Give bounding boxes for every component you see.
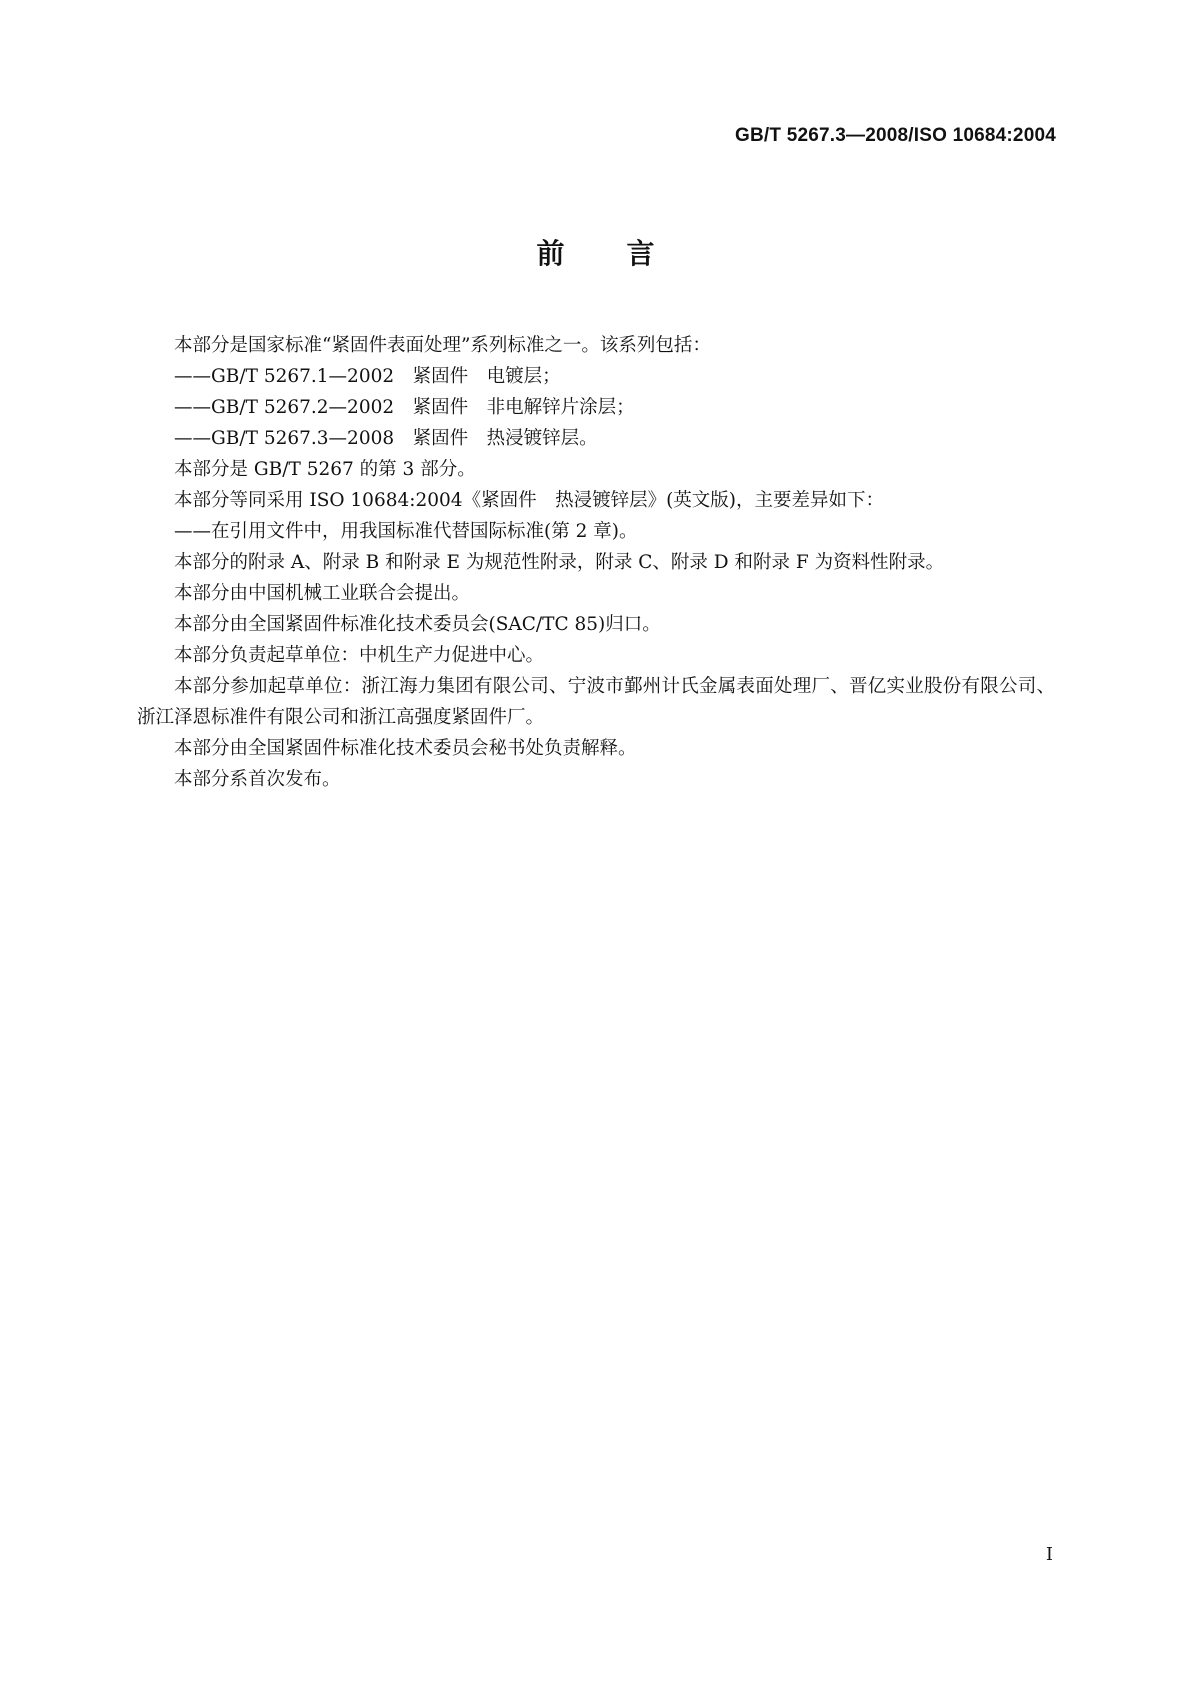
foreword-body (137, 330, 1055, 795)
list-item-part-2: ——GB/T 5267.2—2002 紧固件 非电解锌片涂层； (174, 397, 635, 418)
paragraph-proposed-by: 本部分由中国机械工业联合会提出。 (174, 583, 471, 604)
standard-number-header: GB/T 5267.3—2008/ISO 10684:2004 (735, 125, 1056, 146)
paragraph-series-intro: 本部分是国家标准“紧固件表面处理”系列标准之一。该系列包括： (174, 335, 711, 356)
page-title: 前言 (536, 237, 717, 270)
paragraph-administered-by: 本部分由全国紧固件标准化技术委员会(SAC/TC 85)归口。 (174, 614, 661, 635)
paragraph-annexes: 本部分的附录 A、附录 B 和附录 E 为规范性附录，附录 C、附录 D 和附录 F 为资料性附录。 (174, 552, 945, 573)
paragraph-iso-adoption: 本部分等同采用 ISO 10684:2004《紧固件 热浸镀锌层》(英文版)，主要差异如下： (174, 490, 885, 511)
paragraph-participating-units: 本部分参加起草单位：浙江海力集团有限公司、宁波市鄞州计氏金属表面处理厂、晋亿实业股份有限公司、浙江泽恩标准件有限公司和浙江高强度紧固件厂。 (137, 676, 1055, 728)
list-item-difference: ——在引用文件中，用我国标准代替国际标准(第 2 章)。 (174, 521, 638, 542)
paragraph-first-release: 本部分系首次发布。 (174, 769, 341, 790)
list-item-part-3: ——GB/T 5267.3—2008 紧固件 热浸镀锌层。 (174, 428, 598, 449)
paragraph-interpretation: 本部分由全国紧固件标准化技术委员会秘书处负责解释。 (174, 738, 637, 759)
page-number: I (1045, 1544, 1053, 1565)
paragraph-part-number: 本部分是 GB/T 5267 的第 3 部分。 (174, 459, 476, 480)
list-item-part-1: ——GB/T 5267.1—2002 紧固件 电镀层； (174, 366, 561, 387)
paragraph-drafting-unit: 本部分负责起草单位：中机生产力促进中心。 (174, 645, 545, 666)
